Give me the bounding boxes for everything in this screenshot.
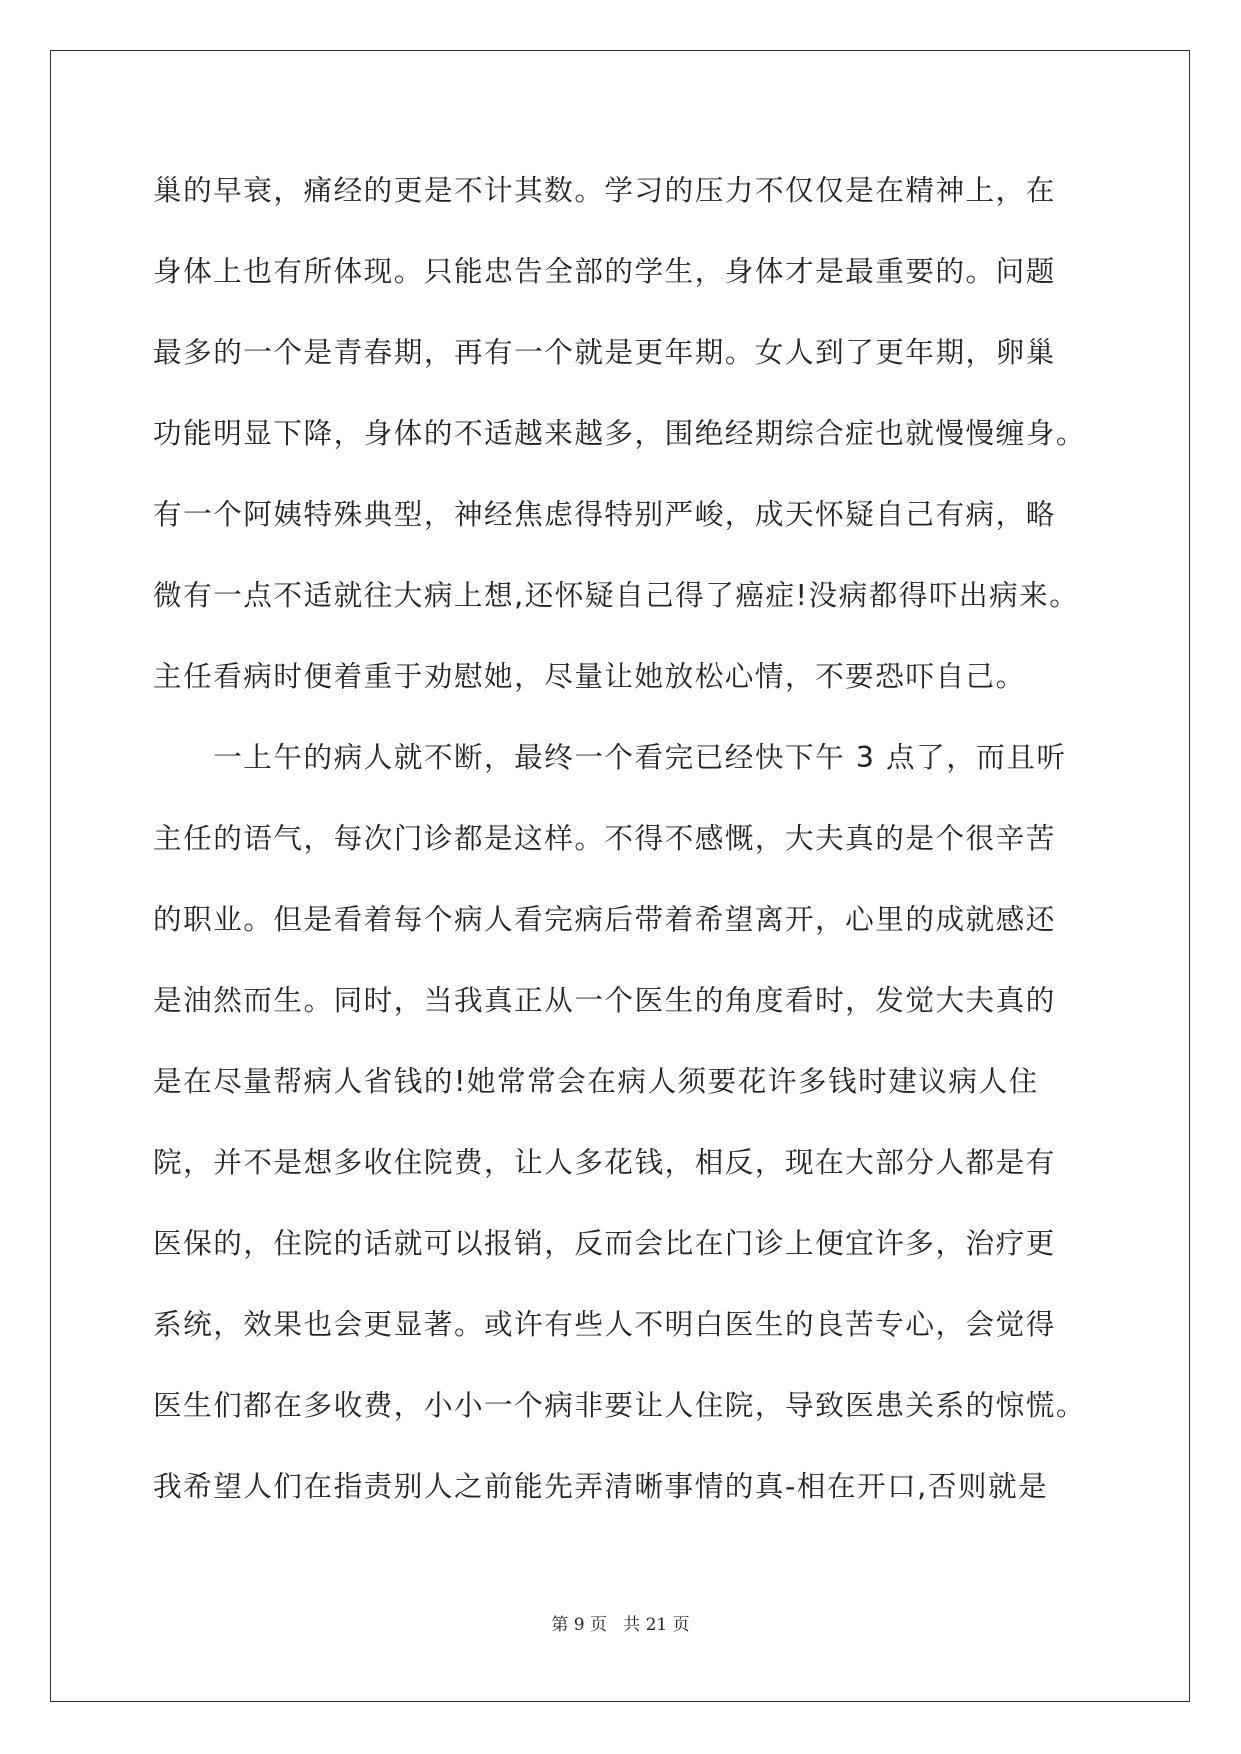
text-line: 医保的，住院的话就可以报销，反而会比在门诊上便宜许多，治疗更 [153,1226,1056,1260]
page-footer: 第 9 页 共 21 页 [551,1615,690,1635]
page-border [50,50,1190,1702]
text-line: 巢的早衰，痛经的更是不计其数。学习的压力不仅仅是在精神上，在 [153,173,1056,207]
text-line: 我希望人们在指责别人之前能先弄清晰事情的真-相在开口,否则就是 [153,1469,1049,1503]
text-line: 最多的一个是青春期，再有一个就是更年期。女人到了更年期，卵巢 [153,335,1056,369]
text-line: 一上午的病人就不断，最终一个看完已经快下午 3 点了，而且听 [153,740,1067,774]
text-line: 主任看病时便着重于劝慰她，尽量让她放松心情，不要恐吓自己。 [153,659,1026,693]
text-line: 微有一点不适就往大病上想,还怀疑自己得了癌症!没病都得吓出病来。 [153,578,1080,612]
text-line: 医生们都在多收费，小小一个病非要让人住院，导致医患关系的惊慌。 [153,1388,1086,1422]
text-line: 是在尽量帮病人省钱的!她常常会在病人须要花许多钱时建议病人住 [153,1064,1039,1098]
text-line: 有一个阿姨特殊典型，神经焦虑得特别严峻，成天怀疑自己有病，略 [153,497,1056,531]
text-line: 的职业。但是看着每个病人看完病后带着希望离开，心里的成就感还 [153,902,1056,936]
text-line: 院，并不是想多收住院费，让人多花钱，相反，现在大部分人都是有 [153,1145,1056,1179]
text-line: 主任的语气，每次门诊都是这样。不得不感慨，大夫真的是个很辛苦 [153,821,1056,855]
text-line: 功能明显下降，身体的不适越来越多，围绝经期综合症也就慢慢缠身。 [153,416,1086,450]
text-line: 系统，效果也会更显著。或许有些人不明白医生的良苦专心，会觉得 [153,1307,1056,1341]
text-line: 身体上也有所体现。只能忠告全部的学生，身体才是最重要的。问题 [153,254,1056,288]
text-line: 是油然而生。同时，当我真正从一个医生的角度看时，发觉大夫真的 [153,983,1056,1017]
